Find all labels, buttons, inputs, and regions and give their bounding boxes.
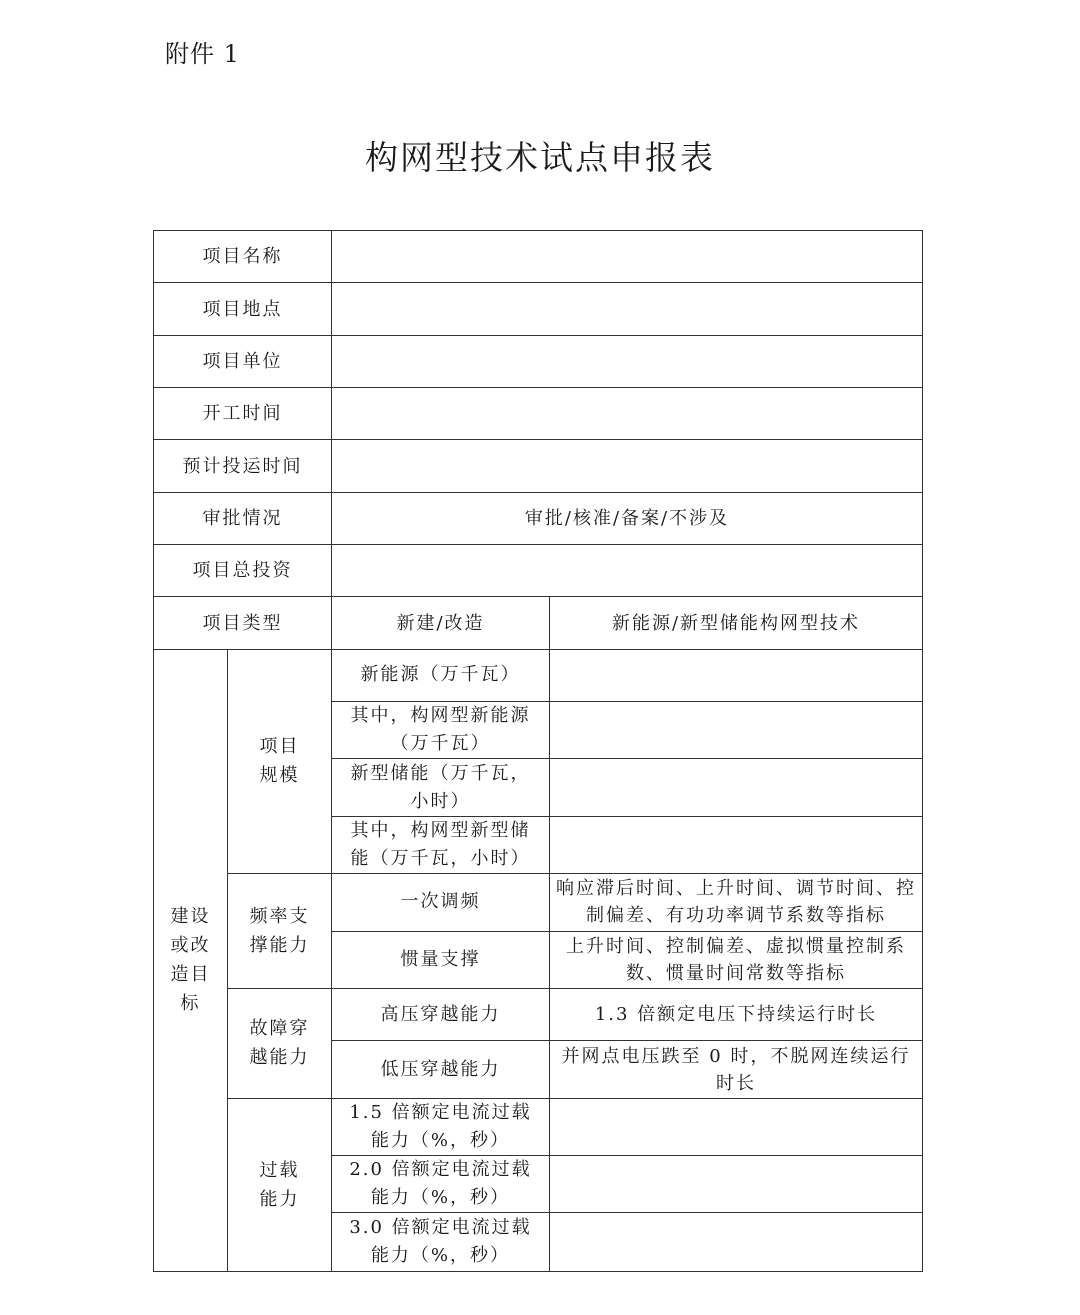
overload-2-0-field[interactable] (550, 1156, 923, 1213)
overload-3-0-label: 3.0 倍额定电流过载能力（%，秒） (332, 1213, 550, 1272)
project-location-field[interactable] (332, 283, 923, 335)
table-row (154, 388, 923, 440)
approval-value[interactable]: 审批/核准/备案/不涉及 (332, 492, 923, 544)
project-name-field[interactable] (332, 231, 923, 283)
scale-new-energy-label: 新能源（万千瓦） (332, 649, 550, 701)
overload-group-label: 过载能力 (228, 1098, 332, 1271)
approval-label: 审批情况 (154, 492, 332, 544)
page-title: 构网型技术试点申报表 (365, 138, 715, 177)
overload-2-0-label: 2.0 倍额定电流过载能力（%，秒） (332, 1156, 550, 1213)
table-row (154, 335, 923, 387)
project-unit-label: 项目单位 (154, 335, 332, 387)
table-row (154, 874, 923, 931)
inertia-support-label: 惯量支撑 (332, 931, 550, 988)
frequency-group-label: 频率支撑能力 (228, 874, 332, 989)
scale-grid-forming-storage-field[interactable] (550, 816, 923, 873)
total-investment-field[interactable] (332, 545, 923, 597)
planned-operation-label: 预计投运时间 (154, 440, 332, 492)
application-form-table (153, 230, 923, 1272)
project-type-build-option[interactable]: 新建/改造 (332, 597, 550, 649)
project-unit-field[interactable] (332, 335, 923, 387)
primary-frequency-value[interactable]: 响应滞后时间、上升时间、调节时间、控制偏差、有功功率调节系数等指标 (550, 874, 923, 931)
scale-storage-label: 新型储能（万千瓦，小时） (332, 759, 550, 816)
overload-1-5-field[interactable] (550, 1098, 923, 1155)
scale-group-label: 项目规模 (228, 649, 332, 873)
scale-grid-forming-storage-label: 其中，构网型新型储能（万千瓦，小时） (332, 816, 550, 873)
table-row (154, 545, 923, 597)
overload-3-0-field[interactable] (550, 1213, 923, 1272)
table-row (154, 440, 923, 492)
scale-new-energy-field[interactable] (550, 649, 923, 701)
table-row (154, 597, 923, 649)
inertia-support-value[interactable]: 上升时间、控制偏差、虚拟惯量控制系数、惯量时间常数等指标 (550, 931, 923, 988)
scale-storage-field[interactable] (550, 759, 923, 816)
planned-operation-field[interactable] (332, 440, 923, 492)
start-time-label: 开工时间 (154, 388, 332, 440)
start-time-field[interactable] (332, 388, 923, 440)
high-voltage-ride-label: 高压穿越能力 (332, 988, 550, 1040)
table-row (154, 988, 923, 1040)
table-row (154, 492, 923, 544)
fault-ride-group-label: 故障穿越能力 (228, 988, 332, 1098)
project-name-label: 项目名称 (154, 231, 332, 283)
project-location-label: 项目地点 (154, 283, 332, 335)
targets-section-label: 建设或改造目标 (154, 649, 228, 1271)
high-voltage-ride-value[interactable]: 1.3 倍额定电压下持续运行时长 (550, 988, 923, 1040)
attachment-label: 附件 1 (165, 40, 240, 68)
total-investment-label: 项目总投资 (154, 545, 332, 597)
low-voltage-ride-label: 低压穿越能力 (332, 1041, 550, 1098)
table-row (154, 1098, 923, 1155)
overload-1-5-label: 1.5 倍额定电流过载能力（%，秒） (332, 1098, 550, 1155)
scale-grid-forming-new-energy-label: 其中，构网型新能源（万千瓦） (332, 702, 550, 759)
table-row (154, 231, 923, 283)
table-row (154, 649, 923, 701)
primary-frequency-label: 一次调频 (332, 874, 550, 931)
project-type-tech-option[interactable]: 新能源/新型储能构网型技术 (550, 597, 923, 649)
project-type-label: 项目类型 (154, 597, 332, 649)
low-voltage-ride-value[interactable]: 并网点电压跌至 0 时，不脱网连续运行时长 (550, 1041, 923, 1098)
table-row (154, 283, 923, 335)
scale-grid-forming-new-energy-field[interactable] (550, 702, 923, 759)
